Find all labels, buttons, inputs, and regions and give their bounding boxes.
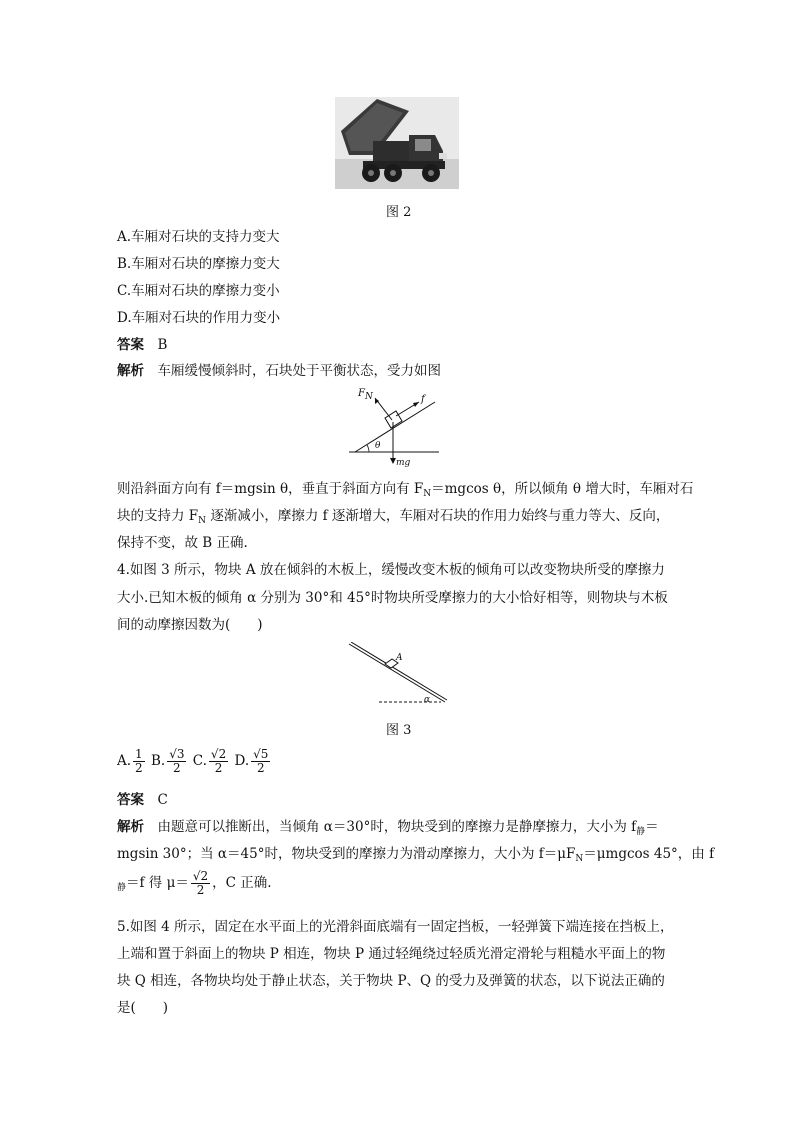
option-c: C.车厢对石块的摩擦力变小 <box>117 283 280 299</box>
analysis-q3-line1: 则沿斜面方向有 f＝mgsin θ，垂直于斜面方向有 $F_N=mgcos$ θ，所以倾角 θ 增大时，车厢对石 <box>117 481 694 499</box>
q5-line2: 上端和置于斜面上的物块 P 相连，物块 P 通过轻绳绕过轻质光滑定滑轮与粗糙水平面上的物 <box>117 946 666 962</box>
analysis-intro-text: 车厢缓慢倾斜时，石块处于平衡状态，受力如图 <box>157 363 441 379</box>
label-fn: FN <box>358 388 373 402</box>
q5-line3: 块 Q 相连，各物块均处于静止状态，关于物块 P、Q 的受力及弹簧的状态，以下说法正确的 <box>117 973 665 989</box>
label-f: f <box>421 394 425 405</box>
q4-options: A. $\frac{1}{2}$ B. $\frac{√3}{2}$ C. $\frac{√2}{2}$ D. $\frac{√5}{2}$ <box>117 747 269 775</box>
option-b: B.车厢对石块的摩擦力变大 <box>117 256 280 272</box>
figure-2-caption: 图 2 <box>386 205 412 220</box>
q4-line3: 间的动摩擦因数为( ) <box>117 617 263 633</box>
label-alpha: α <box>424 695 431 705</box>
analysis-intro-q3 <box>117 362 441 380</box>
incline-diagram <box>345 642 450 706</box>
label-block-a: A <box>396 653 403 663</box>
label-mg: mg <box>396 458 411 468</box>
q5-line1: 5.如图 4 所示，固定在水平面上的光滑斜面底端有一固定挡板，一轻弹簧下端连接在挡板上， <box>117 919 674 935</box>
analysis-label: 解析 <box>117 363 144 379</box>
option-d: D.车厢对石块的作用力变小 <box>117 310 281 326</box>
analysis-q3-line3: 保持不变，故 B 正确. <box>117 535 248 551</box>
label-theta: θ <box>375 441 381 451</box>
analysis-q4-line1: 解析 由题意可以推断出，当倾角 α＝30°时，物块受到的摩擦力是静摩擦力，大小为 $f_静=$ <box>117 819 659 837</box>
answer-line-q4: 答案 C <box>117 792 168 808</box>
q5-line4: 是( ) <box>117 1000 169 1016</box>
answer-line-q3 <box>117 336 167 354</box>
answer-label: 答案 <box>117 337 144 353</box>
figure-3-caption: 图 3 <box>386 723 412 738</box>
q4-line2: 大小.已知木板的倾角 α 分别为 30°和 45°时物块所受摩擦力的大小恰好相等，则物块与木板 <box>117 590 668 606</box>
dump-truck-photo <box>335 97 459 189</box>
analysis-q3-line2: 块的支持力 $F_N$ 逐渐减小，摩擦力 f 逐渐增大，车厢对石块的作用力始终与重力等大、反向， <box>117 508 670 526</box>
analysis-q4-line3: $_静$＝f 得 μ＝ $\frac{√2}{2}$ ，C 正确. <box>117 869 272 897</box>
analysis-q4-line2: mgsin 30°；当 α＝45°时，物块受到的摩擦力为滑动摩擦力，大小为 $f=\mu F_N=\mu mgcos$ 45°，由 f <box>117 846 715 864</box>
q4-line1: 4.如图 3 所示，物块 A 放在倾斜的木板上，缓慢改变木板的倾角可以改变物块所受的摩擦力 <box>117 562 665 578</box>
answer-value: B <box>157 337 168 353</box>
option-a: A.车厢对石块的支持力变大 <box>117 229 280 245</box>
